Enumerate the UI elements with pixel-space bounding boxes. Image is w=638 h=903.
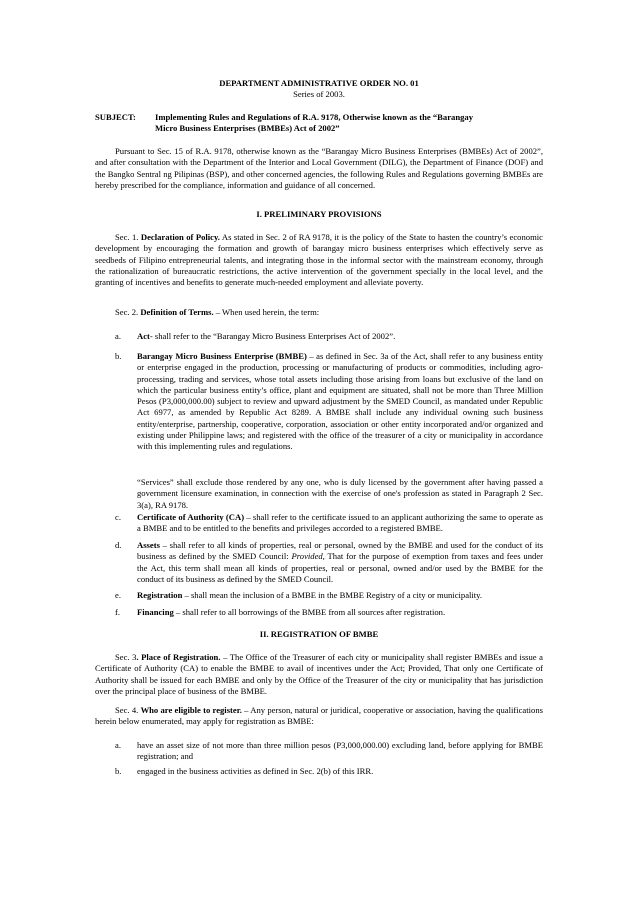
- order-series: Series of 2003.: [293, 89, 345, 99]
- sec1-text: As stated in Sec. 2 of RA 9178, it is the policy of the State to hasten the country’s economic development by encouraging the formation and growth of barangay micro business enterprises which effectively serve as seedbeds of Filipino entrepreneurial talents, and integrating those in the informal sector with the mainstream economy, through the rationalization of bureaucratic restrictions, the active intervention of the government specially in the local level, and the granting of incentives and benefits to generate much-needed employment and alleviate poverty.: [95, 232, 543, 288]
- sec4-title: Who are eligible to register.: [140, 705, 242, 715]
- definition-certificate: [137, 512, 543, 535]
- definition-term: Barangay Micro Business Enterprise (BMBE): [137, 351, 307, 361]
- sec1-title: Declaration of Policy.: [140, 232, 220, 242]
- sec2-title: Definition of Terms.: [140, 307, 214, 317]
- definition-text: – as defined in Sec. 3a of the Act, shall refer to any business entity or enterprise engaged in the production, processing or manufacturing of products or commodities, including agro-processing, trading and services, whose total assets including those arising from loans but exclusive of the land on which the particular business entity’s office, plant and equipment are situated, shall not be more than Three Million Pesos (P3,000,000.00) subject to review and upward adjustment by the SMED Council, as mandated under Republic Act 6977, as amended by Republic Act 8289. A BMBE shall include any individual owning such business entity/enterprise, partnership, cooperative, corporation, association or other entity incorporated and/or organized and existing under Philippine laws; and registered with the office of the treasurer of a city or municipality in accordance with this implementing rules and regulations.: [137, 351, 543, 452]
- definition-text: – shall refer to all borrowings of the BMBE from all sources after registration.: [173, 607, 446, 617]
- sec2-paragraph: [95, 307, 543, 318]
- definition-term: Assets: [137, 540, 160, 550]
- sec3-paragraph: Sec. 3. Place of Registration. – The Office of the Treasurer of each city or municipality shall register BMBEs and issue a Certificate of Authority (CA) to enable the BMBE to avail of incentives under the Act; Provided, That only one Certificate of Authority shall be issued for each BMBE and only by the Office of the Treasurer of the city or municipality that has jurisdiction over the principal place of business of the BMBE.: [95, 652, 543, 696]
- definition-italic: Provided,: [291, 551, 325, 562]
- intro-paragraph: Pursuant to Sec. 15 of R.A. 9178, otherwise known as the “Barangay Micro Business Enterprises (BMBEs) Act of 2002”, and after consultation with the Department of the Interior and Local Government (DILG), the Department of Finance (DOF) and the Bangko Sentral ng Pilipinas (BSP), and other concerned agencies, the following Rules and Regulations governing BMBEs are hereby prescribed for the compliance, information and guidance of all concerned.: [95, 146, 543, 190]
- sec1-label: Sec. 1.: [115, 232, 141, 242]
- definition-text: – shall mean the inclusion of a BMBE in the BMBE Registry of a city or municipality.: [182, 590, 483, 600]
- subject-line-1: Implementing Rules and Regulations of R.A. 9178, Otherwise known as the “Barangay: [155, 112, 473, 122]
- eligibility-letter: a.: [115, 740, 121, 750]
- section-heading-registration: II. REGISTRATION OF BMBE: [259, 629, 379, 639]
- definition-act: [137, 331, 543, 342]
- eligibility-item-asset: have an asset size of not more than three million pesos (P3,000,000.00) excluding land, before applying for BMBE registration; and: [137, 740, 543, 762]
- eligibility-letter: b.: [115, 766, 122, 776]
- definition-letter: a.: [115, 331, 121, 341]
- definition-letter: f.: [115, 607, 121, 617]
- subject-line-2: Micro Business Enterprises (BMBEs) Act of 2002”: [155, 123, 340, 133]
- sec4-label: Sec. 4.: [115, 705, 141, 715]
- definition-bmbe: [137, 351, 543, 453]
- definition-text: – shall refer to the certificate issued to an applicant authorizing the same to operate as a BMBE and to be entitled to the benefits and privileges accorded to a registered BMBE.: [137, 512, 543, 534]
- definition-term: Certificate of Authority (CA): [137, 512, 245, 522]
- sec2-label: Sec. 2.: [115, 307, 141, 317]
- definition-term: Financing: [137, 607, 174, 617]
- order-title: DEPARTMENT ADMINISTRATIVE ORDER NO. 01: [219, 78, 419, 88]
- sec3-title: Place of Registration.: [141, 652, 221, 662]
- definition-letter: e.: [115, 590, 121, 600]
- sec3-label: Sec. 3: [115, 652, 137, 662]
- definition-text: - shall refer to the “Barangay Micro Business Enterprises Act of 2002”.: [149, 331, 396, 341]
- definition-letter: b.: [115, 351, 122, 361]
- definition-registration: [137, 590, 543, 601]
- section-heading-preliminary: I. PRELIMINARY PROVISIONS: [256, 209, 382, 219]
- eligibility-item-business: engaged in the business activities as defined in Sec. 2(b) of this IRR.: [137, 766, 374, 776]
- definition-financing: [137, 607, 543, 618]
- sec4-paragraph: [95, 705, 543, 728]
- definition-letter: c.: [115, 512, 121, 522]
- definition-letter: d.: [115, 540, 122, 550]
- sec1-paragraph: [95, 232, 543, 288]
- definition-text: – shall refer to all kinds of properties, real or personal, owned by the BMBE and used for the conduct of its business as defined by the SMED Council:: [137, 540, 543, 562]
- definition-term: Registration: [137, 590, 183, 600]
- sec2-text: – When used herein, the term:: [213, 307, 320, 317]
- sec4-text: – Any person, natural or juridical, cooperative or association, having the qualifications herein below enumerated, may apply for registration as BMBE:: [95, 705, 543, 727]
- sec3-text: – The Office of the Treasurer of each city or municipality shall register BMBEs and issue a Certificate of Authority (CA) to enable the BMBE to avail of incentives under the Act; Provided, That only one Certificate of Authority shall be issued for each BMBE and only by the Office of the Treasurer of the city or municipality that has jurisdiction over the principal place of business of the BMBE.: [95, 652, 543, 696]
- definition-text-2: That for the purpose of exemption from taxes and fees under the Act, this term shall mean all kinds of properties, real or personal, owned and/or used by the BMBE for the conduct of its business as defined by the SMED Council.: [137, 551, 543, 584]
- subject-label: SUBJECT:: [95, 112, 136, 122]
- definition-term: Act: [137, 331, 150, 341]
- definition-assets: [137, 540, 543, 585]
- definition-services-note: “Services” shall exclude those rendered by any one, who is duly licensed by the government after having passed a government licensure examination, in connection with the exercise of one's profession as stated in Paragraph 2 Sec. 3(a), RA 9178.: [137, 477, 543, 510]
